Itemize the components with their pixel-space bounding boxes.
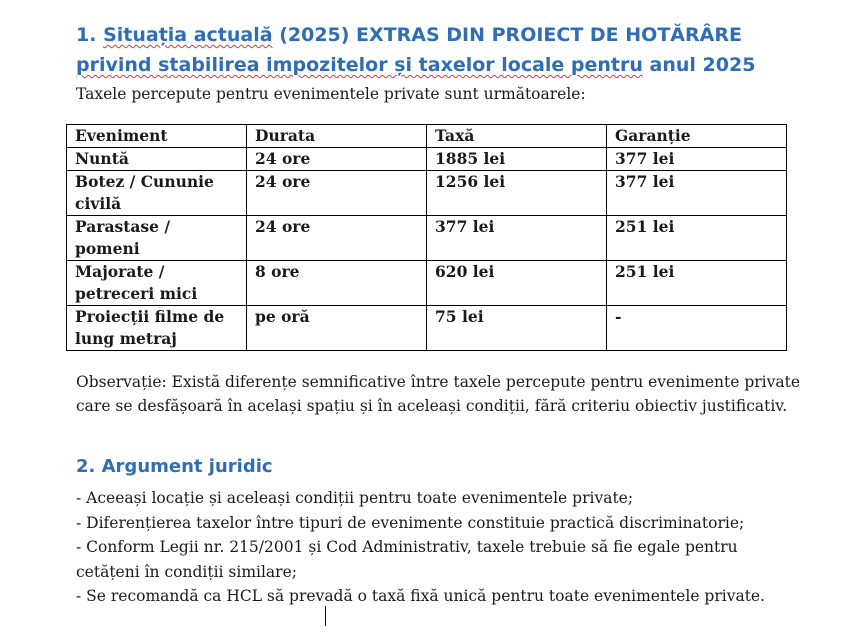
table-cell: 24 ore: [247, 148, 427, 171]
header-cell-taxa: Taxă: [427, 125, 607, 148]
list-item: - Se recomandă ca HCL să prevadă o taxă fixă unică pentru toate evenimentele private.: [76, 587, 766, 605]
table-cell: 377 lei: [427, 216, 607, 261]
table-row: [67, 171, 787, 216]
header-cell-eveniment: Eveniment: [67, 125, 247, 148]
list-item: - Conform Legii nr. 215/2001 și Cod Administrativ, taxele trebuie să fie egale pentru cetățeni în condiții similare;: [76, 538, 738, 581]
table-cell: 377 lei: [607, 148, 787, 171]
list-item: - Diferențierea taxelor între tipuri de evenimente constituie practică discriminatorie;: [76, 513, 745, 532]
table-cell: Majorate / petreceri mici: [67, 261, 247, 306]
table-cell: Botez / Cununie civilă: [67, 171, 247, 216]
table-cell: pe oră: [247, 306, 427, 351]
table-cell: 251 lei: [607, 216, 787, 261]
table-cell: 24 ore: [247, 171, 427, 216]
table-cell: 1885 lei: [427, 148, 607, 171]
table-cell: 377 lei: [607, 171, 787, 216]
table-row: [67, 216, 787, 261]
table-cell: Nuntă: [67, 148, 247, 171]
table-cell: 8 ore: [247, 261, 427, 306]
heading-number: 1.: [76, 24, 104, 46]
header-cell-durata: Durata: [247, 125, 427, 148]
document-page: [75, 20, 806, 605]
heading-text-segment: anul 2025: [642, 54, 756, 76]
list-item: - Aceeași locație și aceleași condiții pentru toate evenimentele private;: [76, 489, 634, 507]
observation-paragraph: Observație: Există diferențe semnificative între taxele percepute pentru evenimente private care se desfășoară în același spațiu și în aceleași condiții, fără criteriu obiectiv justificativ.: [76, 373, 801, 415]
table-cell: 1256 lei: [427, 171, 607, 216]
argument-list: [76, 486, 806, 609]
table-row: [67, 261, 787, 306]
heading-spellcheck-segment: Situația actuală: [103, 24, 273, 46]
header-cell-garantie: Garanție: [607, 125, 787, 148]
table-header-row: [67, 125, 787, 148]
table-cell: 24 ore: [247, 216, 427, 261]
table-row: [67, 148, 787, 171]
heading-spellcheck-segment: privind stabilirea impozitelor și taxelor locale pentru: [76, 54, 643, 76]
intro-paragraph: Taxele percepute pentru evenimentele private sunt următoarele:: [76, 85, 586, 103]
table-cell: Proiecții filme de lung metraj: [67, 306, 247, 351]
table-cell: 620 lei: [427, 261, 607, 306]
table-cell: 75 lei: [427, 306, 607, 351]
table-row: [67, 306, 787, 351]
table-cell: 251 lei: [607, 261, 787, 306]
heading-text-segment: (2025) EXTRAS DIN PROIECT DE HOTĂRÂRE: [272, 24, 742, 46]
section-1-heading: [76, 20, 806, 80]
table-cell: Parastase / pomeni: [67, 216, 247, 261]
tax-table: [66, 124, 787, 351]
section-2-heading: 2. Argument juridic: [76, 456, 273, 477]
table-cell: -: [607, 306, 787, 351]
text-cursor[interactable]: [325, 606, 326, 626]
